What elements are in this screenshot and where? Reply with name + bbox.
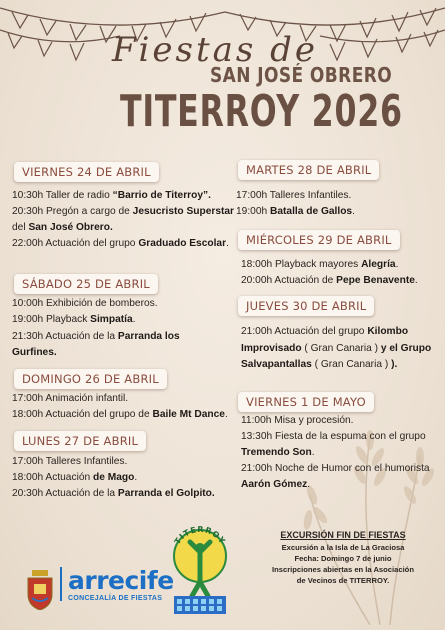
- day-badge-lunes-27: LUNES 27 DE ABRIL: [14, 431, 146, 451]
- excursion-line: Fecha: Domingo 7 de junio: [294, 554, 392, 563]
- excursion-title: EXCURSIÓN FIN DE FIESTAS: [280, 530, 406, 540]
- event-line: 17:00h Talleres Infantiles.: [12, 456, 128, 467]
- arrecife-logo: [60, 566, 174, 602]
- event-line: 20:30h Actuación de la Parranda el Golpito.: [12, 488, 215, 499]
- event-line: del San José Obrero.: [12, 222, 113, 233]
- event-line: 17:00h Talleres Infantiles.: [236, 190, 352, 201]
- event-line: Gurfines.: [12, 347, 57, 358]
- event-line: 17:00h Animación infantil.: [12, 393, 129, 404]
- excursion-info: [248, 530, 438, 586]
- titerroy-logo: [168, 522, 232, 616]
- event-line: 10:30h Taller de radio “Barrio de Titerroy”.: [12, 190, 211, 201]
- excursion-line: de Vecinos de TITERROY.: [296, 576, 390, 585]
- event-line: Aarón Gómez.: [241, 479, 311, 490]
- event-line: 21:00h Actuación del grupo Kilombo: [241, 326, 409, 337]
- event-line: Improvisado ( Gran Canaria ) y el Grupo: [241, 343, 432, 354]
- day-badge-viernes-1: VIERNES 1 DE MAYO: [238, 392, 374, 412]
- excursion-line: Inscripciones abiertas en la Asociación: [272, 565, 414, 574]
- event-line: 10:00h Exhibición de bomberos.: [12, 298, 158, 309]
- event-line: 21:30h Actuación de la Parranda los: [12, 331, 180, 342]
- event-title: TITERROY 2026: [120, 86, 403, 137]
- fiestas-heading: Fiestas de: [111, 30, 319, 70]
- event-line: 18:00h Actuación del grupo de Baile Mt Dance.: [12, 409, 228, 420]
- event-line: Salvapantallas ( Gran Canaria ) ).: [241, 359, 398, 370]
- arrecife-wordmark: arrecife: [68, 566, 174, 595]
- coat-of-arms-icon: [26, 570, 54, 610]
- day-badge-martes-28: MARTES 28 DE ABRIL: [238, 160, 379, 180]
- day-badge-sabado-25: SÁBADO 25 DE ABRIL: [14, 274, 158, 294]
- event-line: 20:00h Actuación de Pepe Benavente.: [241, 275, 418, 286]
- event-line: 20:30h Pregón a cargo de Jesucristo Superstar: [12, 206, 235, 217]
- event-line: 18:00h Actuación de Mago.: [12, 472, 138, 483]
- event-line: 19:00h Playback Simpatía.: [12, 314, 136, 325]
- day-badge-miercoles-29: MIÉRCOLES 29 DE ABRIL: [238, 230, 400, 250]
- arrecife-subtitle: CONCEJALÍA DE FIESTAS: [68, 595, 163, 602]
- event-line: 18:00h Playback mayores Alegría.: [241, 259, 399, 270]
- event-subtitle: SAN JOSÉ OBRERO: [210, 63, 393, 87]
- event-line: 22:00h Actuación del grupo Graduado Escolar.: [12, 238, 229, 249]
- event-line: 19:00h Batalla de Gallos.: [236, 206, 355, 217]
- day-badge-domingo-26: DOMINGO 26 DE ABRIL: [14, 369, 167, 389]
- svg-text:TITERROY: TITERROY: [172, 524, 228, 546]
- event-line: 21:00h Noche de Humor con el humorista: [241, 463, 430, 474]
- day-badge-jueves-30: JUEVES 30 DE ABRIL: [238, 296, 374, 316]
- logo-divider: [60, 567, 62, 601]
- day-badge-viernes-24: VIERNES 24 DE ABRIL: [14, 162, 159, 182]
- event-line: 13:30h Fiesta de la espuma con el grupo: [241, 431, 426, 442]
- event-line: Tremendo Son.: [241, 447, 315, 458]
- event-line: 11:00h Misa y procesión.: [241, 415, 354, 426]
- excursion-line: Excursión a la Isla de La Graciosa: [281, 543, 405, 552]
